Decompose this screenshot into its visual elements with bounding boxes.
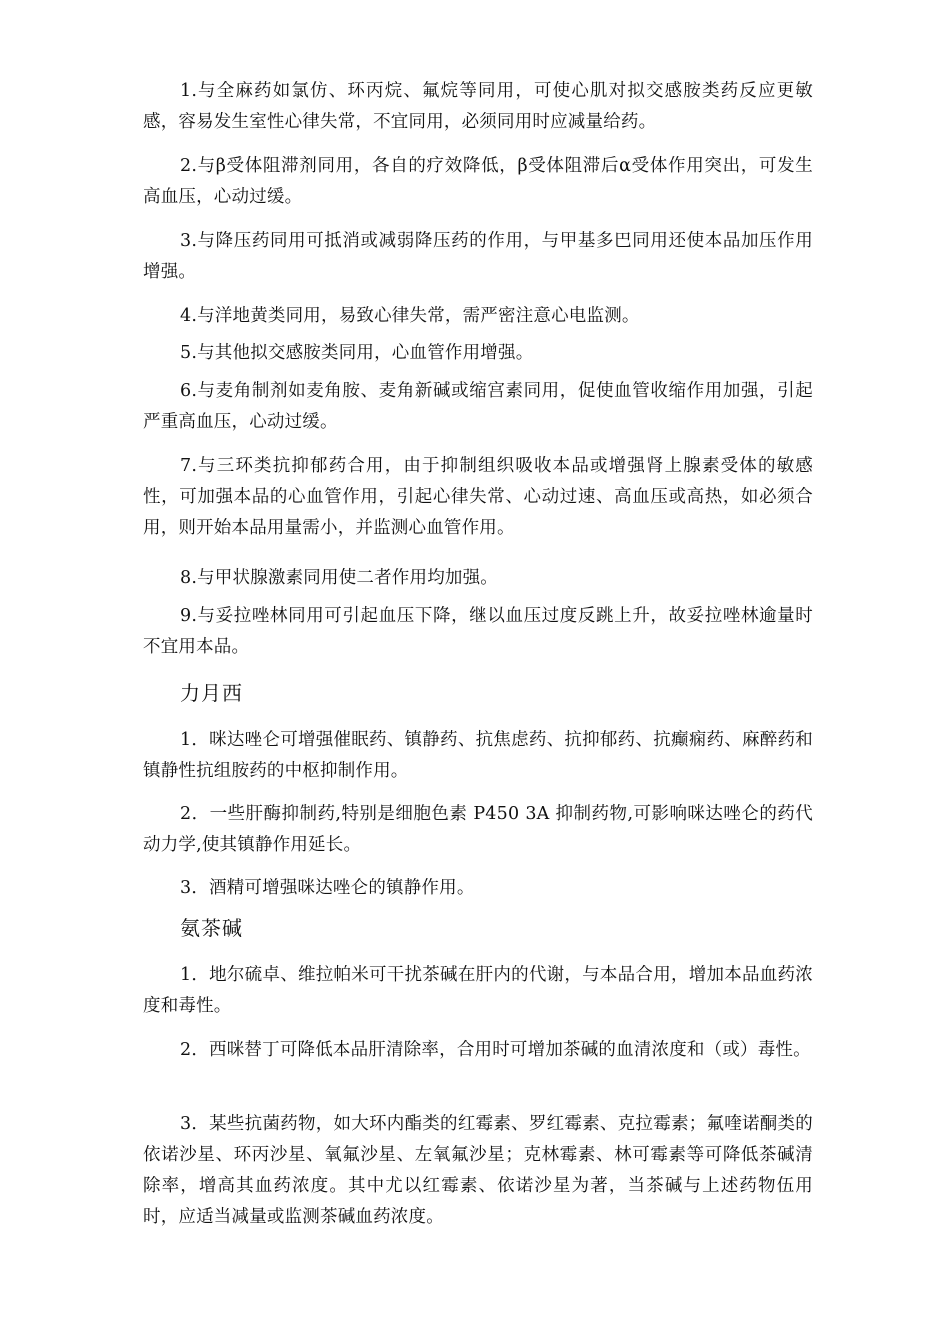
paragraph: 1．咪达唑仑可增强催眠药、镇静药、抗焦虑药、抗抑郁药、抗癫痫药、麻醉药和镇静性抗组胺药的中枢抑制作用。 [143,730,813,781]
section-heading: 氨茶碱 [180,916,243,940]
paragraph: 5.与其他拟交感胺类同用，心血管作用增强。 [180,343,534,363]
paragraph: 4.与洋地黄类同用，易致心律失常，需严密注意心电监测。 [180,306,640,326]
paragraph: 6.与麦角制剂如麦角胺、麦角新碱或缩宫素同用，促使血管收缩作用加强，引起严重高血压，心动过缓。 [143,381,813,432]
paragraph: 1．地尔硫卓、维拉帕米可干扰茶碱在肝内的代谢，与本品合用，增加本品血药浓度和毒性。 [143,965,813,1016]
paragraph: 3.与降压药同用可抵消或减弱降压药的作用，与甲基多巴同用还使本品加压作用增强。 [143,231,813,282]
paragraph: 9.与妥拉唑林同用可引起血压下降，继以血压过度反跳上升，故妥拉唑林逾量时不宜用本品。 [143,606,813,657]
paragraph: 3．酒精可增强咪达唑仑的镇静作用。 [180,878,475,898]
paragraph: 2．一些肝酶抑制药,特别是细胞色素 P450 3A 抑制药物,可影响咪达唑仑的药代动力学,使其镇静作用延长。 [143,804,813,855]
paragraph: 3．某些抗菌药物，如大环内酯类的红霉素、罗红霉素、克拉霉素；氟喹诺酮类的依诺沙星、环丙沙星、氧氟沙星、左氧氟沙星；克林霉素、林可霉素等可降低茶碱清除率，增高其血药浓度。其中尤以红霉素、依诺沙星为著，当茶碱与上述药物伍用时，应适当减量或监测茶碱血药浓度。 [143,1114,813,1227]
section-heading: 力月西 [180,681,243,705]
paragraph: 2．西咪替丁可降低本品肝清除率，合用时可增加茶碱的血清浓度和（或）毒性。 [180,1040,811,1060]
paragraph: 1.与全麻药如氯仿、环丙烷、氟烷等同用，可使心肌对拟交感胺类药反应更敏感，容易发生室性心律失常，不宜同用，必须同用时应减量给药。 [143,81,813,132]
paragraph: 7.与三环类抗抑郁药合用，由于抑制组织吸收本品或增强肾上腺素受体的敏感性，可加强本品的心血管作用，引起心律失常、心动过速、高血压或高热，如必须合用，则开始本品用量需小，并监测心血管作用。 [143,456,813,538]
paragraph: 2.与β受体阻滞剂同用，各自的疗效降低，β受体阻滞后α受体作用突出，可发生高血压，心动过缓。 [143,156,813,207]
paragraph: 8.与甲状腺激素同用使二者作用均加强。 [180,568,498,588]
